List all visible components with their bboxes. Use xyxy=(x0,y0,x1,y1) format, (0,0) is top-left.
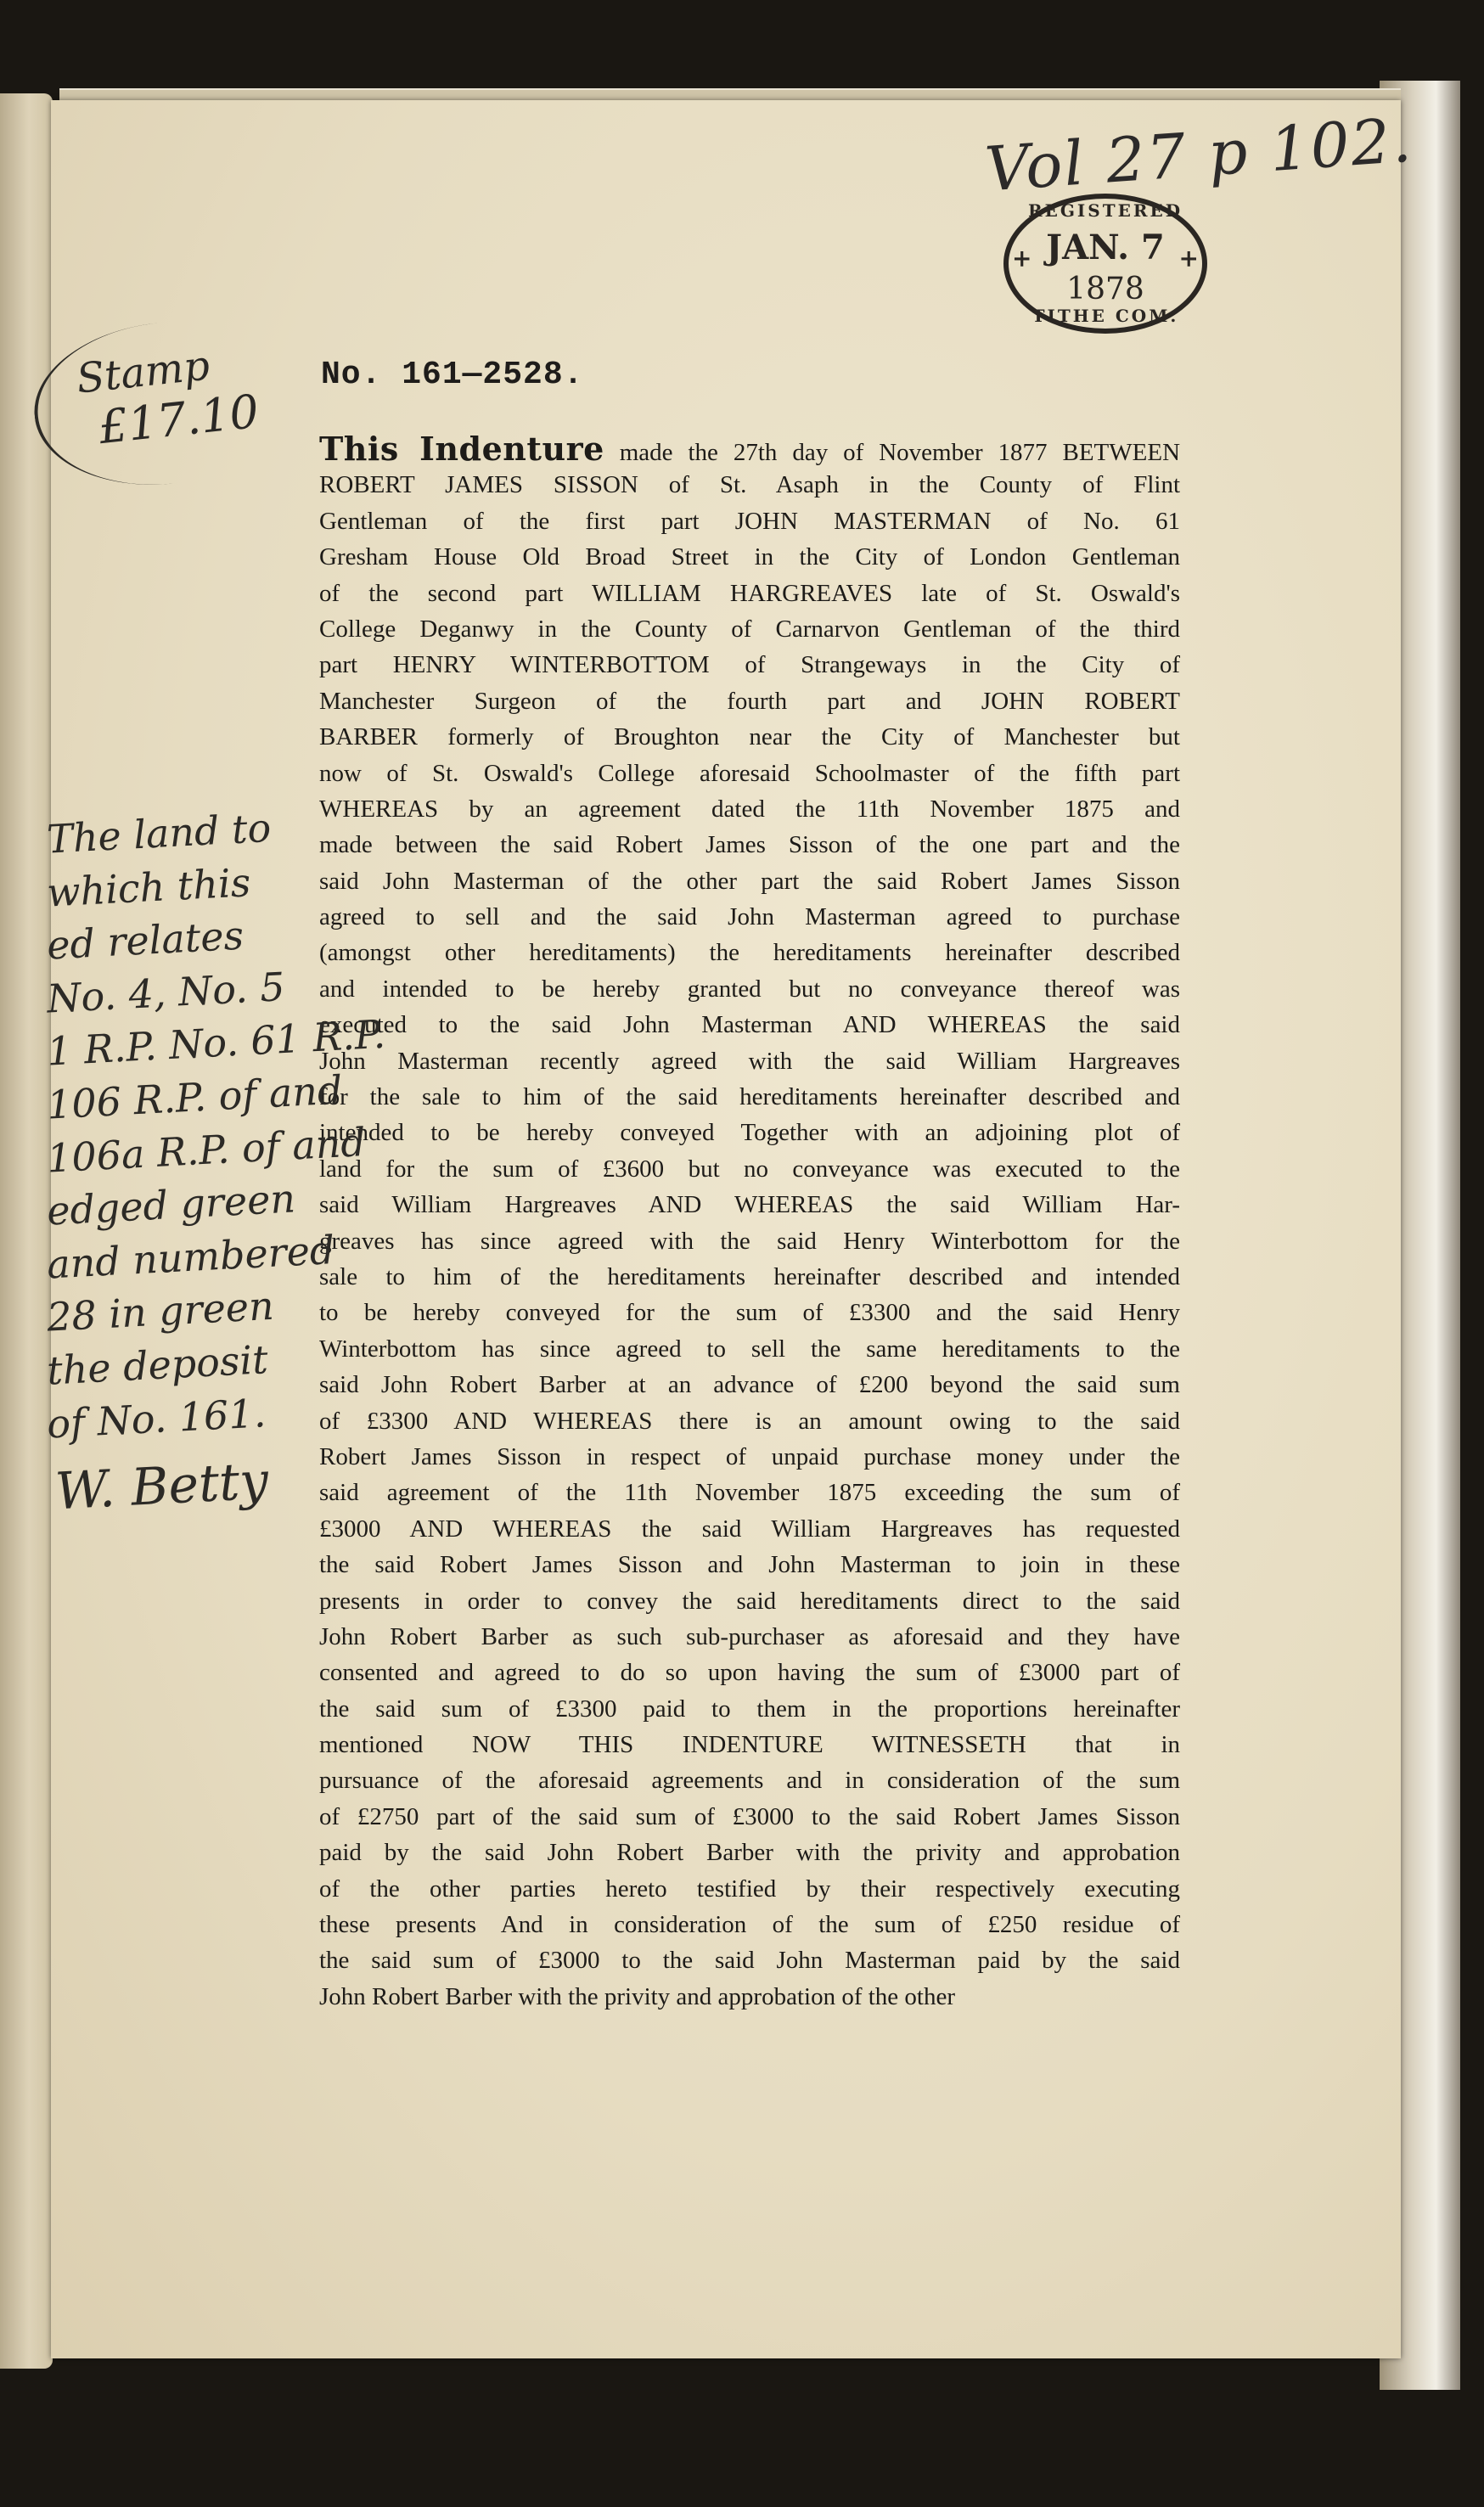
stamp-cross-icon: + xyxy=(1012,245,1032,273)
deed-line: agreed to sell and the said John Masterman agreed to purchase xyxy=(319,903,1180,931)
stamp-cross-icon: + xyxy=(1178,245,1199,273)
margin-line: and numbered xyxy=(45,1226,336,1288)
deed-line: pursuance of the aforesaid agreements and in consideration of the sum xyxy=(319,1767,1180,1795)
deed-line: (amongst other hereditaments) the hereditaments hereinafter described xyxy=(319,939,1180,967)
deed-line: and intended to be hereby granted but no conveyance thereof was xyxy=(319,975,1180,1003)
deed-line: paid by the said John Robert Barber with the privity and approbation xyxy=(319,1839,1180,1867)
deed-line: mentioned NOW THIS INDENTURE WITNESSETH that in xyxy=(319,1731,1180,1759)
margin-annotation xyxy=(45,804,387,1522)
indenture-opening: This Indenture xyxy=(319,430,604,468)
margin-line: ed relates xyxy=(45,912,245,969)
deed-line: ROBERT JAMES SISSON of St. Asaph in the County of Flint xyxy=(319,471,1180,499)
stamp-duty-amount: £17.10 xyxy=(96,384,261,455)
deed-line: Robert James Sisson in respect of unpaid purchase money under the xyxy=(319,1442,1180,1470)
deed-line: part HENRY WINTERBOTTOM of Strangeways in the City of xyxy=(319,651,1180,679)
deed-line: John Robert Barber as such sub-purchaser as aforesaid and they have xyxy=(319,1622,1180,1650)
margin-line: edged green xyxy=(45,1175,297,1234)
deed-line: executed to the said John Masterman AND WHEREAS the said xyxy=(319,1011,1180,1039)
deed-line: for the sale to him of the said hereditaments hereinafter described and xyxy=(319,1083,1180,1111)
deed-number: No. 161—2528. xyxy=(321,357,584,393)
deed-line: now of St. Oswald's College aforesaid Schoolmaster of the fifth part xyxy=(319,759,1180,787)
margin-line: of No. 161. xyxy=(45,1389,267,1447)
margin-line: which this xyxy=(45,858,252,916)
deed-line: the said sum of £3300 paid to them in the proportions hereinafter xyxy=(319,1695,1180,1723)
deed-line: the said sum of £3000 to the said John Masterman paid by the said xyxy=(319,1947,1180,1975)
stamp-year: 1878 xyxy=(1066,272,1144,306)
margin-line: 106 R.P. of and xyxy=(45,1066,344,1128)
margin-line: No. 4, No. 5 xyxy=(45,963,286,1022)
margin-signature: W. Betty xyxy=(53,1451,270,1522)
stamp-date: JAN. 7 xyxy=(1046,228,1165,267)
deed-line: sale to him of the hereditaments hereinafter described and intended xyxy=(319,1262,1180,1290)
deed-line: consented and agreed to do so upon having the sum of £3000 part of xyxy=(319,1659,1180,1687)
deed-line: said agreement of the 11th November 1875 exceeding the sum of xyxy=(319,1479,1180,1507)
deed-line-text: made the 27th day of November 1877 BETWEEN xyxy=(619,439,1181,466)
stamp-bottom-text: TITHE COM. xyxy=(1031,306,1179,326)
deed-line: intended to be hereby conveyed Together with an adjoining plot of xyxy=(319,1119,1180,1147)
deed-line: to be hereby conveyed for the sum of £3300 and the said Henry xyxy=(319,1299,1180,1327)
deed-line: the said Robert James Sisson and John Masterman to join in these xyxy=(319,1551,1180,1579)
deed-line: Gresham House Old Broad Street in the City of London Gentleman xyxy=(319,543,1180,571)
margin-line: The land to xyxy=(45,804,273,863)
deed-line: John Robert Barber with the privity and approbation of the other xyxy=(319,1982,955,2010)
deed-line: said John Robert Barber at an advance of £200 beyond the said sum xyxy=(319,1371,1180,1399)
deed-line: these presents And in consideration of the sum of £250 residue of xyxy=(319,1911,1180,1939)
deed-line: Winterbottom has since agreed to sell the same hereditaments to the xyxy=(319,1335,1180,1363)
registry-stamp xyxy=(1003,194,1207,334)
deed-line: £3000 AND WHEREAS the said William Hargreaves has requested xyxy=(319,1515,1180,1543)
deed-line: land for the sum of £3600 but no conveyance was executed to the xyxy=(319,1155,1180,1183)
deed-line: of the second part WILLIAM HARGREAVES late of St. Oswald's xyxy=(319,579,1180,607)
deed-line: John Masterman recently agreed with the said William Hargreaves xyxy=(319,1047,1180,1075)
deed-line: BARBER formerly of Broughton near the City of Manchester but xyxy=(319,723,1180,751)
volume-reference: Vol 27 p 102. xyxy=(982,104,1415,205)
deed-line: WHEREAS by an agreement dated the 11th November 1875 and xyxy=(319,795,1180,823)
margin-line: 28 in green xyxy=(45,1283,275,1341)
margin-line: 1 R.P. No. 61 R.P. xyxy=(45,1011,387,1076)
deed-line: greaves has since agreed with the said Henry Winterbottom for the xyxy=(319,1227,1180,1255)
deed-line: said John Masterman of the other part the said Robert James Sisson xyxy=(319,867,1180,895)
stamp-top-text: REGISTERED xyxy=(1027,200,1183,221)
margin-line: the deposit xyxy=(45,1336,269,1394)
deed-line xyxy=(319,431,1180,467)
stamp-duty-label: Stamp xyxy=(74,341,212,403)
deed-line: said William Hargreaves AND WHEREAS the said William Har- xyxy=(319,1191,1180,1219)
deed-line: of £2750 part of the said sum of £3000 to the said Robert James Sisson xyxy=(319,1802,1180,1830)
deed-line: presents in order to convey the said hereditaments direct to the said xyxy=(319,1587,1180,1615)
deed-line: of the other parties hereto testified by their respectively executing xyxy=(319,1875,1180,1903)
deed-line: Manchester Surgeon of the fourth part and JOHN ROBERT xyxy=(319,687,1180,715)
deed-line: made between the said Robert James Sisson of the one part and the xyxy=(319,831,1180,859)
deed-line: College Deganwy in the County of Carnarvon Gentleman of the third xyxy=(319,615,1180,643)
deed-line: of £3300 AND WHEREAS there is an amount owing to the said xyxy=(319,1407,1180,1435)
deed-body xyxy=(319,431,1180,2015)
margin-line: 106a R.P. of and xyxy=(45,1118,367,1182)
deed-line: Gentleman of the first part JOHN MASTERMAN of No. 61 xyxy=(319,507,1180,535)
